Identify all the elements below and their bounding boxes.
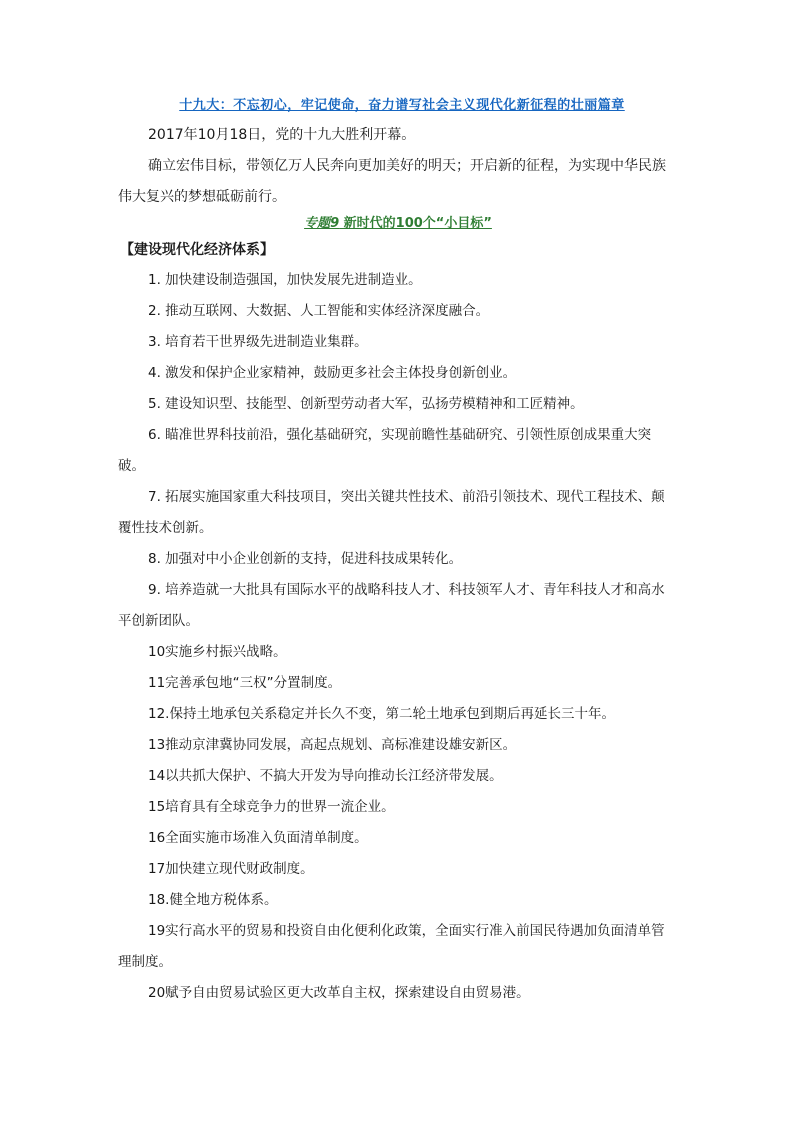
list-item: 11完善承包地“三权”分置制度。 [148, 675, 342, 691]
intro-goal-paragraph: 确立宏伟目标，带领亿万人民奔向更加美好的明天；开启新的征程，为实现中华民族伟大复兴的梦想砥砺前行。 [118, 158, 666, 205]
document-page [118, 96, 678, 1009]
list-item: 15培育具有全球竞争力的世界一流企业。 [148, 799, 395, 815]
list-item: 12.保持土地承包关系稳定并长久不变，第二轮土地承包到期后再延长三十年。 [148, 706, 615, 722]
intro-date-paragraph: 2017年10月18日，党的十九大胜利开幕。 [148, 127, 416, 143]
list-item: 13推动京津冀协同发展，高起点规划、高标准建设雄安新区。 [148, 737, 517, 753]
list-item: 14以共抓大保护、不搞大开发为导向推动长江经济带发展。 [148, 768, 503, 784]
topic-name: 新时代的100个“小目标” [339, 216, 492, 231]
list-item: 9. 培养造就一大批具有国际水平的战略科技人才、科技领军人才、青年科技人才和高水平创新团队。 [118, 582, 665, 629]
list-item: 7. 拓展实施国家重大科技项目，突出关键共性技术、前沿引领技术、现代工程技术、颠覆性技术创新。 [118, 489, 665, 536]
list-item: 20赋予自由贸易试验区更大改革自主权，探索建设自由贸易港。 [148, 985, 530, 1001]
article-title-link[interactable]: 十九大：不忘初心，牢记使命，奋力谱写社会主义现代化新征程的壮丽篇章 [179, 98, 625, 113]
list-item: 6. 瞄准世界科技前沿，强化基础研究，实现前瞻性基础研究、引领性原创成果重大突破。 [118, 427, 652, 474]
list-item: 3. 培育若干世界级先进制造业集群。 [148, 334, 368, 350]
list-item: 18.健全地方税体系。 [148, 892, 278, 908]
list-item: 10实施乡村振兴战略。 [148, 644, 287, 660]
list-item: 8. 加强对中小企业创新的支持，促进科技成果转化。 [148, 551, 463, 567]
section-heading: 【建设现代化经济体系】 [120, 242, 274, 258]
list-item: 4. 激发和保护企业家精神，鼓励更多社会主体投身创新创业。 [148, 365, 517, 381]
list-item: 2. 推动互联网、大数据、人工智能和实体经济深度融合。 [148, 303, 490, 319]
list-item: 17加快建立现代财政制度。 [148, 861, 314, 877]
topic-number: 专题9 [304, 216, 340, 231]
list-item: 16全面实施市场准入负面清单制度。 [148, 830, 368, 846]
list-item: 19实行高水平的贸易和投资自由化便利化政策，全面实行准入前国民待遇加负面清单管理制度。 [118, 923, 665, 970]
topic-subtitle [118, 213, 678, 235]
list-item: 5. 建设知识型、技能型、创新型劳动者大军，弘扬劳模精神和工匠精神。 [148, 396, 584, 412]
list-item: 1. 加快建设制造强国，加快发展先进制造业。 [148, 272, 422, 288]
